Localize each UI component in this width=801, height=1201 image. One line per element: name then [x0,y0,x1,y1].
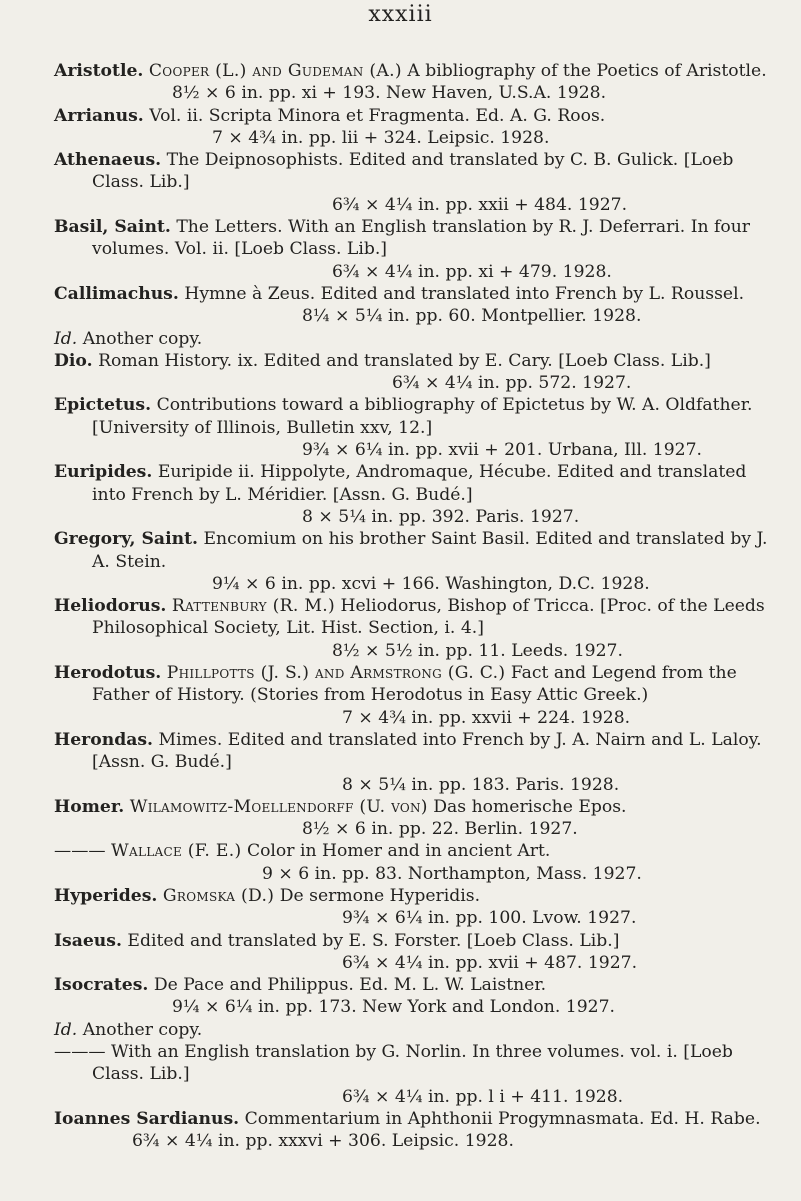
entry-text: A bibliography of the Poetics of Aristotle. [407,61,767,81]
entry-text: Das homerische Epos. [433,796,627,817]
entry-author: Wilamowitz-Moellendorff (U. von) [129,796,428,817]
entry-text: Mimes. Edited and translated into French by J. A. Nairn and L. Laloy. [Assn. G. Budé.] [92,729,762,773]
page-number: xxxiii [368,2,433,27]
entry-heading: Ioannes Sardianus. [54,1108,240,1129]
list-item [54,840,779,885]
list-item [54,350,779,395]
entry-imprint: 8 × 5¼ in. pp. 183. Paris. 1928. [342,774,620,795]
list-item [54,1041,779,1108]
entry-text: Heliodorus, Bishop of Tricca. [Proc. of the Leeds Philosophical Society, Lit. Hist. Section, i. 4.] [92,596,765,639]
entry-imprint: 6¾ × 4¼ in. pp. xxii + 484. 1927. [332,194,628,215]
entry-text: With an English translation by G. Norlin. In three volumes. vol. i. [Loeb Class. Lib.] [92,1042,733,1085]
entry-imprint: 9¼ × 6 in. pp. xcvi + 166. Washington, D.C. 1928. [212,573,650,594]
list-item [54,885,779,930]
list-item [54,796,779,841]
entry-imprint: 8 × 5¼ in. pp. 392. Paris. 1927. [302,506,580,527]
entry-text: The Letters. With an English translation by R. J. Deferrari. In four volumes. Vol. ii. [Loeb Class. Lib.] [92,217,751,260]
entry-heading: Homer. [54,796,125,817]
entry-idem: Id. [54,328,78,349]
entry-heading: Isaeus. [54,930,122,951]
entry-imprint: 8¼ × 5¼ in. pp. 60. Montpellier. 1928. [302,306,642,327]
list-item [54,595,779,662]
entry-heading: Herondas. [54,729,154,750]
entry-imprint: 9¼ × 6¼ in. pp. 173. New York and London. 1927. [172,997,615,1018]
entry-heading: Aristotle. [54,61,144,81]
entry-imprint: 6¾ × 4¼ in. pp. xvii + 487. 1927. [342,952,638,973]
list-item [54,328,779,350]
entry-imprint: 8½ × 5½ in. pp. 11. Leeds. 1927. [332,640,623,661]
list-item [54,528,779,595]
entry-text: Another copy. [82,1019,203,1040]
entry-text: Euripide ii. Hippolyte, Andromaque, Hécube. Edited and translated into French by L. Méridier. [Assn. G. Budé.] [92,462,747,505]
entry-text: Another copy. [82,328,203,349]
list-item [54,1019,779,1041]
entry-heading: Euripides. [54,462,153,483]
list-item [54,974,779,1019]
entry-imprint: 6¾ × 4¼ in. pp. xxxvi + 306. Leipsic. 1928. [132,1131,514,1152]
entry-text: Contributions toward a bibliography of Epictetus by W. A. Oldfather. [University of Illinois, Bulletin xxv, 12.] [92,395,753,438]
entry-heading: Callimachus. [54,283,179,304]
entry-heading: Gregory, Saint. [54,529,199,550]
entry-imprint: 8½ × 6 in. pp. xi + 193. New Haven, U.S.A. 1928. [172,83,607,104]
entry-heading: Athenaeus. [54,150,162,171]
entry-text: Edited and translated by E. S. Forster. [Loeb Class. Lib.] [127,930,620,951]
entry-text: Roman History. ix. Edited and translated by E. Cary. [Loeb Class. Lib.] [98,350,711,371]
list-item [54,283,779,328]
entry-text: De sermone Hyperidis. [279,885,481,906]
entry-heading: Basil, Saint. [54,217,171,238]
entry-author: Gromska (D.) [162,885,275,906]
entry-imprint: 7 × 4¾ in. pp. xxvii + 224. 1928. [342,707,631,728]
entry-text: Vol. ii. Scripta Minora et Fragmenta. Ed. A. G. Roos. [149,105,606,126]
entry-text: Fact and Legend from the Father of History. (Stories from Herodotus in Easy Attic Greek.) [92,663,737,706]
entry-imprint: 7 × 4¾ in. pp. lii + 324. Leipsic. 1928. [212,127,550,148]
entry-heading: Arrianus. [54,105,144,126]
entry-heading: Isocrates. [54,975,149,996]
entry-imprint: 9 × 6 in. pp. 83. Northampton, Mass. 1927. [262,863,642,884]
entry-text: Color in Homer and in ancient Art. [246,841,551,862]
list-item [54,105,779,150]
entry-imprint: 6¾ × 4¼ in. pp. 572. 1927. [392,373,632,394]
entry-author: Cooper (L.) and Gudeman (A.) [148,61,402,81]
list-item [54,394,779,461]
entry-idem: Id. [54,1019,78,1040]
entry-heading: Dio. [54,350,93,371]
entry-author: Wallace (F. E.) [111,841,242,862]
entry-author: Phillpotts (J. S.) and Armstrong (G. C.) [166,663,506,684]
list-item [54,216,779,283]
list-item [54,1108,779,1153]
list-item [54,729,779,796]
entry-heading: Herodotus. [54,663,162,684]
bibliography-list [54,60,779,1153]
entry-imprint: 9¾ × 6¼ in. pp. xvii + 201. Urbana, Ill. 1927. [302,440,702,461]
list-item [54,930,779,975]
list-item [54,461,779,528]
entry-text: Encomium on his brother Saint Basil. Edited and translated by J. A. Stein. [92,529,768,572]
entry-text: De Pace and Philippus. Ed. M. L. W. Laistner. [153,975,547,996]
entry-imprint: 8½ × 6 in. pp. 22. Berlin. 1927. [302,819,578,840]
entry-imprint: 6¾ × 4¼ in. pp. l i + 411. 1928. [342,1086,624,1107]
entry-ditto-dash: ——— [54,841,106,862]
entry-heading: Epictetus. [54,395,152,416]
entry-imprint: 6¾ × 4¼ in. pp. xi + 479. 1928. [332,261,612,282]
entry-heading: Heliodorus. [54,596,167,617]
list-item [54,60,779,105]
entry-author: Rattenbury (R. M.) [171,596,336,617]
entry-imprint: 9¾ × 6¼ in. pp. 100. Lvow. 1927. [342,908,637,929]
entry-text: Hymne à Zeus. Edited and translated into French by L. Roussel. [184,283,745,304]
entry-heading: Hyperides. [54,885,158,906]
list-item [54,149,779,216]
list-item [54,662,779,729]
entry-text: The Deipnosophists. Edited and translated by C. B. Gulick. [Loeb Class. Lib.] [92,150,734,193]
entry-text: Commentarium in Aphthonii Progymnasmata. Ed. H. Rabe. [244,1108,761,1129]
entry-ditto-dash: ——— [54,1042,106,1063]
